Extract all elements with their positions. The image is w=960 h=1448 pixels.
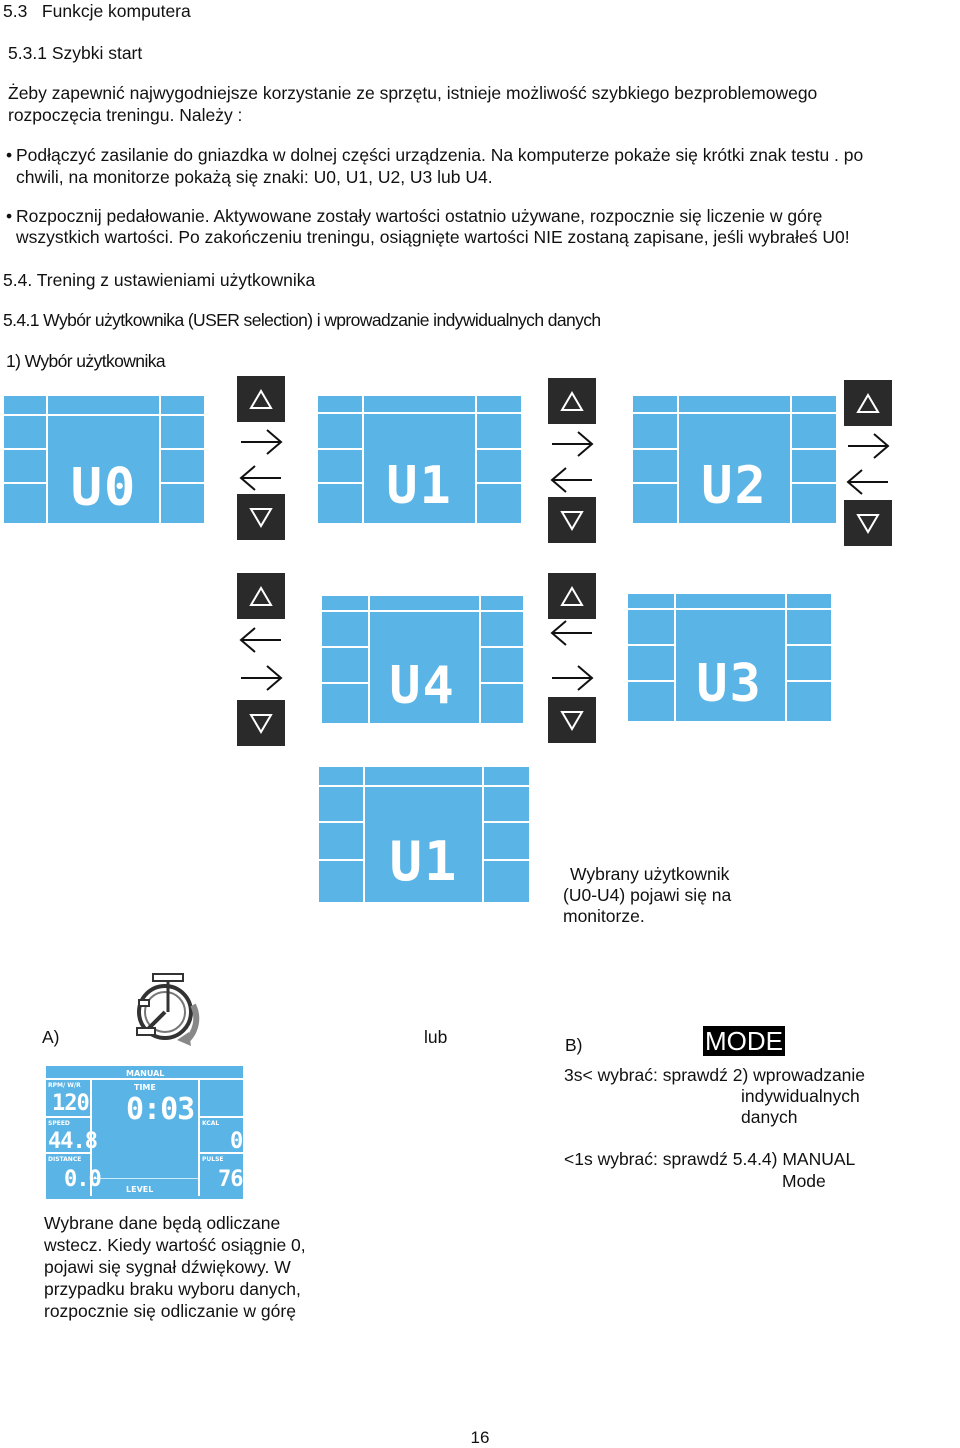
bullet-1-line-2: chwili, na monitorze pokażą się znaki: U0, U1, U2, U3 lub U4. [16,167,493,187]
rpm-value: 120 [52,1091,89,1116]
pulse-value: 76 [218,1167,243,1192]
selected-caption-line-2: (U0-U4) pojawi się na [563,885,732,905]
heading-step-1: 1) Wybór użytkownika [6,351,166,371]
kcal-label: KCAL [202,1120,220,1127]
page-number: 16 [470,1428,490,1447]
mode-3s-line-3: danych [741,1107,798,1127]
down-button[interactable] [844,500,892,546]
triangle-down-icon [844,500,892,546]
bullet-dot: • [6,145,13,165]
distance-value: 0.0 [64,1167,101,1192]
triangle-down-icon [548,497,596,543]
triangle-up-icon [844,380,892,426]
user-code: U2 [701,456,768,516]
selected-caption-line-3: monitorze. [563,906,645,926]
arrow-right-icon [844,428,892,464]
countdown-line-4: przypadku braku wyboru danych, [44,1279,301,1299]
lcd-user-u4 [322,596,523,723]
user-code: U1 [386,456,453,516]
mode-1s-line-1: <1s wybrać: sprawdź 5.4.4) MANUAL [564,1149,856,1169]
bullet-dot: • [6,206,13,226]
triangle-down-icon [237,494,285,540]
mode-3s-line-1: 3s< wybrać: sprawdź 2) wprowadzanie [564,1065,866,1085]
lcd-manual-display [46,1066,243,1199]
option-b-label: B) [565,1035,583,1055]
option-a-label: A) [42,1027,60,1047]
countdown-line-2: wstecz. Kiedy wartość osiągnie 0, [44,1235,306,1255]
time-label: TIME [134,1083,156,1092]
kcal-value: 0 [230,1129,243,1154]
section-heading [3,0,191,22]
arrow-right-icon [237,660,285,696]
speed-label: SPEED [48,1120,70,1127]
lcd-user-u3 [628,594,831,721]
lcd-user-u2 [633,396,836,523]
arrow-left-icon [237,460,285,496]
arrow-left-icon [548,462,596,498]
down-button[interactable] [237,494,285,540]
subsection-heading [8,42,142,64]
selected-caption-line-1: Wybrany użytkownik [570,864,730,884]
lcd-user-u0 [4,396,204,523]
down-button[interactable] [548,497,596,543]
up-button[interactable] [548,573,596,619]
distance-label: DISTANCE [48,1156,82,1163]
lcd-user-u1 [318,396,521,523]
user-code: U0 [70,458,138,518]
rpm-label: RPM/ W/R [48,1082,81,1089]
section-number: 5.3 [3,1,28,21]
up-button[interactable] [237,376,285,422]
arrow-right-icon [548,426,596,462]
countdown-line-1: Wybrane dane będą odliczane [44,1213,281,1233]
arrow-right-icon [548,660,596,696]
level-label: LEVEL [126,1185,154,1194]
mode-1s-line-2: Mode [782,1171,826,1191]
subsection-title: Szybki start [51,43,143,63]
subsection-number: 5.3.1 [8,43,47,63]
triangle-up-icon [237,376,285,422]
countdown-line-5: rozpocznie się odliczanie w górę [44,1301,296,1321]
time-value: 0:03 [126,1092,195,1127]
pulse-label: PULSE [202,1156,224,1163]
up-button[interactable] [237,573,285,619]
section-title: Funkcje komputera [41,1,191,21]
or-label: lub [424,1027,448,1047]
user-code: U4 [389,656,456,716]
speed-value: 44.8 [48,1129,97,1154]
arrow-left-icon [548,615,596,651]
down-button[interactable] [548,697,596,743]
arrow-left-icon [237,622,285,658]
down-button[interactable] [237,700,285,746]
up-button[interactable] [548,378,596,424]
user-code: U1 [389,830,459,893]
bullet-2-line-2: wszystkich wartości. Po zakończeniu treningu, osiągnięte wartości NIE zostaną zapisane, jeśli wybrałeś U0! [16,227,850,247]
up-button[interactable] [844,380,892,426]
bullet-1-line-1: Podłączyć zasilanie do gniazdka w dolnej części urządzenia. Na komputerze pokaże się krótki znak testu . po [16,145,864,165]
lcd-user-selected [319,767,529,902]
arrow-right-icon [237,424,285,460]
triangle-up-icon [548,573,596,619]
user-code: U3 [696,654,763,714]
countdown-line-3: pojawi się sygnał dźwiękowy. W [44,1257,291,1277]
heading-5-4-1: 5.4.1 Wybór użytkownika (USER selection) i wprowadzanie indywidualnych danych [3,310,601,330]
triangle-down-icon [237,700,285,746]
mode-3s-line-2: indywidualnych [741,1086,860,1106]
manual-title: MANUAL [126,1069,165,1078]
heading-5-4: 5.4. Trening z ustawieniami użytkownika [3,270,316,290]
triangle-down-icon [548,697,596,743]
pedaling-icon [125,970,215,1050]
mode-button[interactable]: MODE [705,1026,783,1056]
triangle-up-icon [548,378,596,424]
arrow-left-icon [844,464,892,500]
intro-paragraph: Żeby zapewnić najwygodniejsze korzystanie ze sprzętu, istnieje możliwość szybkiego bezproblemowego rozpoczęcia treningu. Należy : [8,83,818,125]
bullet-2-line-1: Rozpocznij pedałowanie. Aktywowane zostały wartości ostatnio używane, rozpocznie się liczenie w górę [16,206,823,226]
triangle-up-icon [237,573,285,619]
